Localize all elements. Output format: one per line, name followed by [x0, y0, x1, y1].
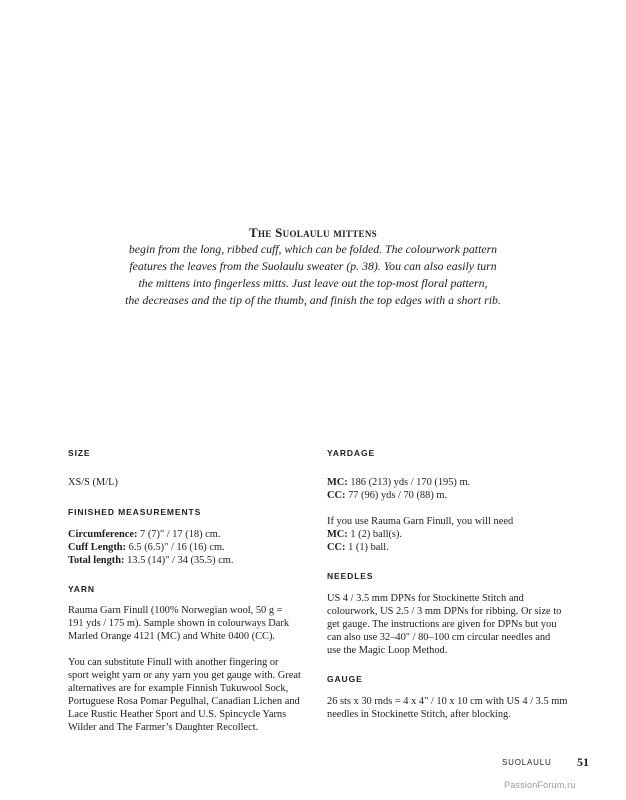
needles-line: US 4 / 3.5 mm DPNs for Stockinette Stitch and: [327, 593, 524, 604]
size-value: [68, 476, 118, 489]
measurement-label: Cuff Length:: [68, 542, 127, 553]
size-heading: SIZE: [68, 448, 91, 458]
needles-text: [327, 592, 561, 657]
measurement-value: 6.5 (6.5)" / 16 (16) cm.: [126, 542, 225, 553]
measurement-row: [68, 541, 233, 554]
yarn-paragraph-1: [68, 604, 289, 643]
measurement-row: [68, 554, 233, 567]
needles-line: get gauge. The instructions are given for DPNs but you: [327, 619, 557, 630]
intro-line: begin from the long, ribbed cuff, which can be folded. The colourwork pattern: [128, 242, 498, 256]
yardage-alt-mc: [327, 528, 513, 541]
intro-line: the mittens into fingerless mitts. Just leave out the top-most floral pattern,: [138, 276, 488, 290]
yarn-line: Rauma Garn Finull (100% Norwegian wool, 50 g =: [68, 605, 283, 616]
yarn-line: Wilder and The Farmer’s Daughter Recollect.: [68, 722, 259, 733]
yardage-alt-cc: [327, 541, 513, 554]
measurement-label: Total length:: [68, 555, 125, 566]
finished-measurements-list: [68, 528, 233, 567]
yardage-alt-mc-value: 1 (2) ball(s).: [347, 529, 403, 540]
measurement-row: [68, 528, 233, 541]
yardage-mc-value: 186 (213) yds / 170 (195) m.: [347, 477, 471, 488]
gauge-line: 26 sts x 30 rnds = 4 x 4" / 10 x 10 cm with US 4 / 3.5 mm: [327, 696, 568, 707]
yarn-paragraph-2: [68, 656, 301, 734]
finished-measurements-heading: FINISHED MEASUREMENTS: [68, 507, 202, 517]
yardage-cc: [327, 489, 470, 502]
yardage-alt-mc-label: MC:: [327, 529, 348, 540]
intro-title: The Suolaulu mittens: [249, 225, 377, 240]
intro-block: [120, 224, 506, 309]
yarn-line: Portuguese Rosa Pomar Pegulhal, Canadian Lichen and: [68, 696, 300, 707]
measurement-value: 7 (7)" / 17 (18) cm.: [137, 529, 221, 540]
gauge-line: needles in Stockinette Stitch, after blocking.: [327, 709, 511, 720]
intro-body: [120, 241, 506, 309]
needles-line: colourwork, US 2.5 / 3 mm DPNs for ribbing. Or size to: [327, 606, 562, 617]
yarn-line: sport weight yarn or any yarn you get gauge with. Great: [68, 670, 301, 681]
measurement-label: Circumference:: [68, 529, 138, 540]
yardage-alt-cc-label: CC:: [327, 542, 346, 553]
needles-line: can also use 32–40" / 80–100 cm circular needles and: [327, 632, 551, 643]
yardage-mc: [327, 476, 470, 489]
yarn-line: Marled Orange 4121 (MC) and White 0400 (CC).: [68, 631, 276, 642]
yarn-heading: YARN: [68, 584, 95, 594]
intro-line: features the leaves from the Suolaulu sweater (p. 38). You can also easily turn: [129, 259, 497, 273]
yardage-alternative: [327, 515, 513, 554]
yardage-alt-intro: If you use Rauma Garn Finull, you will need: [327, 516, 514, 527]
yarn-line: 191 yds / 175 m). Sample shown in colourways Dark: [68, 618, 290, 629]
yardage-mc-label: MC:: [327, 477, 348, 488]
needles-heading: NEEDLES: [327, 571, 374, 581]
yarn-line: Lace Rustic Heather Sport and U.S. Spincycle Yarns: [68, 709, 287, 720]
yarn-line: alternatives are for example Finnish Tukuwool Sock,: [68, 683, 289, 694]
footer-section-label: SUOLAULU: [502, 758, 552, 767]
yardage-cc-value: 77 (96) yds / 70 (88) m.: [345, 490, 448, 501]
size-value-line: XS/S (M/L): [68, 477, 118, 488]
intro-line: the decreases and the tip of the thumb, and finish the top edges with a short rib.: [125, 293, 501, 307]
page-number: 51: [577, 755, 589, 769]
yardage-heading: YARDAGE: [327, 448, 376, 458]
needles-line: use the Magic Loop Method.: [327, 645, 448, 656]
watermark: PassionForum.ru: [504, 780, 576, 790]
yardage-cc-label: CC:: [327, 490, 346, 501]
yardage-values: [327, 476, 470, 502]
yardage-alt-cc-value: 1 (1) ball.: [345, 542, 389, 553]
gauge-text: [327, 695, 567, 721]
gauge-heading: GAUGE: [327, 674, 363, 684]
measurement-value: 13.5 (14)" / 34 (35.5) cm.: [124, 555, 234, 566]
yarn-line: You can substitute Finull with another fingering or: [68, 657, 279, 668]
